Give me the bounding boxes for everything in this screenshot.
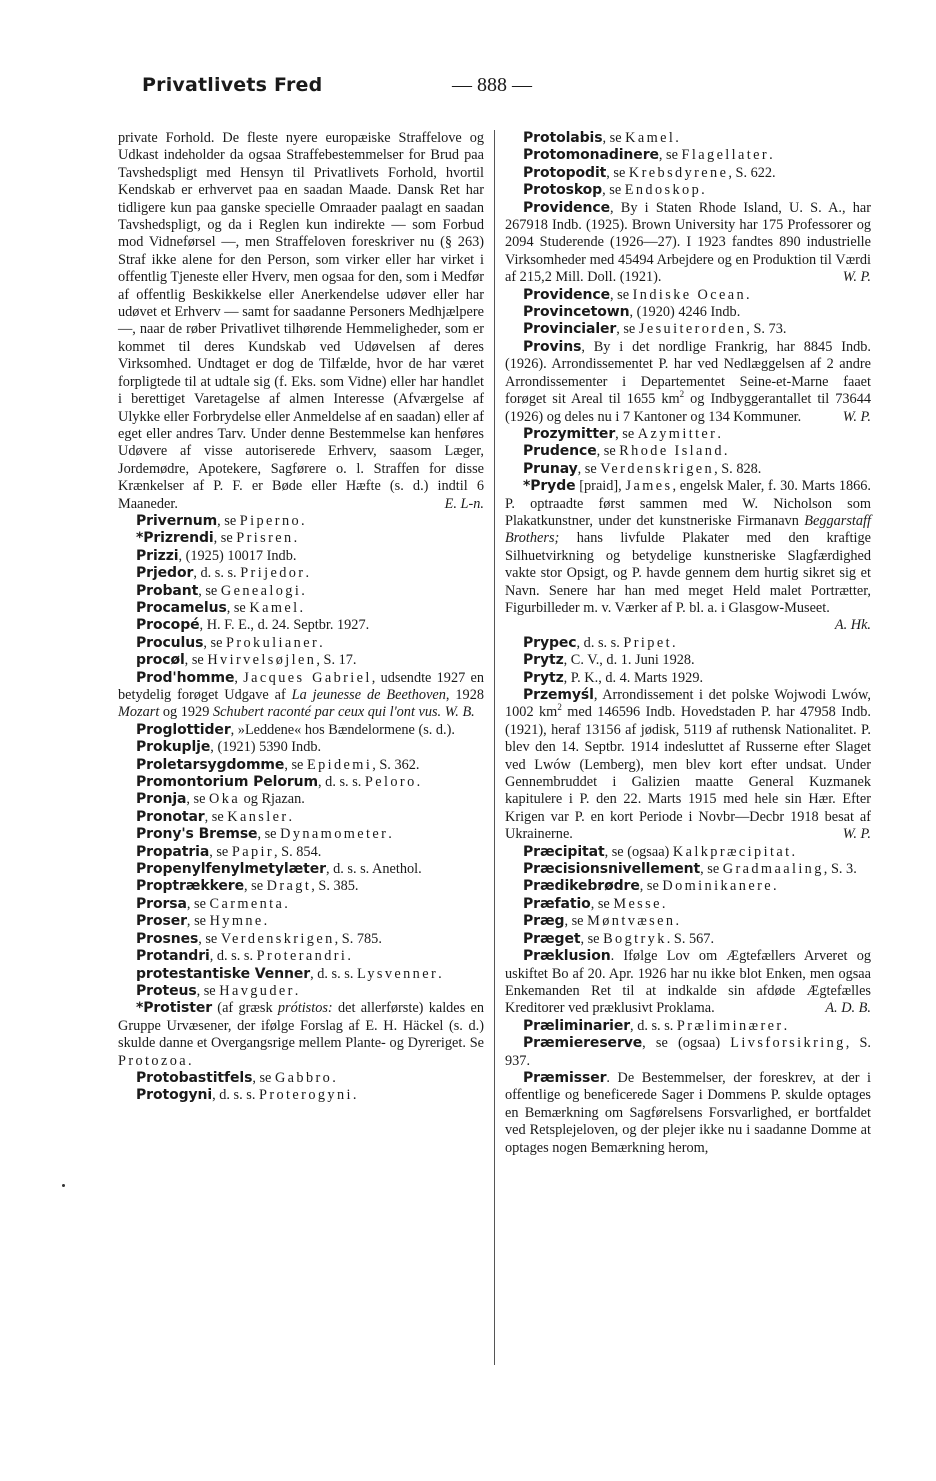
- entry-tail: .: [332, 1069, 336, 1086]
- entry-separator: , se: [244, 878, 267, 895]
- entry-headword: Proser: [136, 913, 187, 930]
- entry-tail: , S. 362.: [372, 756, 420, 773]
- entry-headword: Proglottider: [136, 721, 231, 738]
- entry-headword: Procopé: [136, 617, 200, 634]
- entry-reference: Prijedor: [240, 565, 306, 582]
- entry-reference: Proterogyni: [258, 1087, 353, 1104]
- work-title: Beggarstaff Brothers;: [505, 512, 871, 547]
- entry-headword: Prædikebrødre: [523, 878, 640, 895]
- entry-tail: .: [661, 895, 666, 912]
- entry-headword: Prudence: [523, 443, 597, 460]
- entry-tail: .: [783, 1017, 788, 1034]
- entry-separator: , se: [284, 756, 307, 773]
- dictionary-entry: [505, 948, 871, 1018]
- entry-separator: , se: [602, 182, 625, 199]
- dictionary-entry: [505, 1018, 871, 1035]
- entry-headword: Prony's Bremse: [136, 826, 258, 843]
- dictionary-entry: [505, 896, 871, 913]
- entry-tail: .: [416, 774, 421, 791]
- dictionary-entry: [118, 913, 484, 930]
- entry-tail: .: [769, 147, 773, 164]
- entry-tail: , S. 3.: [823, 861, 857, 878]
- work-title: Mozart: [118, 704, 160, 721]
- entry-headword: protestantiske Venner: [136, 965, 311, 982]
- greek-word: prótistos:: [277, 1000, 333, 1017]
- entry-headword: procøl: [136, 652, 185, 669]
- dictionary-entry: Prod'homme, Jacques Gabriel, udsendte 1927 en betydelig forøget Udgave af La jeunesse de Beethoven, 1928 Mozart og 1929 Schubert raconté par ceux qui l'ont vus. W. B.: [118, 669, 484, 721]
- dictionary-entry: [118, 966, 484, 983]
- entry-separator: , se: [602, 130, 626, 146]
- entry-signature: A. D. B.: [825, 1000, 871, 1017]
- dictionary-entry: [505, 426, 871, 443]
- entry-separator: , d. s. s.: [212, 1087, 259, 1104]
- dictionary-entry: [505, 652, 871, 669]
- dictionary-entry: [118, 635, 484, 652]
- dictionary-entry: [118, 513, 484, 530]
- entry-separator: , d. s. s.: [310, 965, 357, 982]
- entry-headword: Provins: [523, 338, 582, 355]
- dictionary-entry: [118, 774, 484, 791]
- entry-reference: Dominikanere: [662, 878, 773, 895]
- entry-text: , By i Staten Rhode Island, U. S. A., har 267918 Indb. (1925). Brown University har 175 Professorer og 2094 Studerende (1926—27). I 1923 fandtes 890 industrielle Virksomheder med 45494 Arbejdere og en Produktion til Værdi af 215,2 Mill. Doll. (1921).: [505, 199, 871, 286]
- entry-reference: Peloro: [364, 774, 417, 791]
- entry-tail: .: [284, 895, 288, 912]
- dictionary-entry: [505, 861, 871, 878]
- entry-reference: Lysvenner: [356, 965, 439, 982]
- dictionary-entry: [118, 861, 484, 878]
- entry-tail: .: [746, 286, 750, 303]
- entry-headword: Præget: [523, 930, 581, 947]
- entry-headword: Præliminarier: [523, 1017, 631, 1034]
- entry-tail: , S. 622.: [728, 164, 776, 181]
- entry-headword: Propenylfenylmetylæter: [136, 861, 326, 878]
- superscript: 2: [557, 702, 562, 713]
- dictionary-entry: [505, 443, 871, 460]
- entry-signature: W. B.: [444, 704, 475, 721]
- entry-headword: *Prizrendi: [136, 530, 214, 547]
- entry-headword: Prozymitter: [523, 425, 616, 442]
- entry-reference: Endoskop: [624, 182, 702, 199]
- entry-reference: Oka: [209, 791, 241, 808]
- entry-tail: , S. 937.: [505, 1035, 871, 1069]
- entry-reference: Hvirvelsøjlen: [207, 652, 317, 669]
- entry-text: , 1928: [445, 687, 484, 703]
- entry-headword: Prytz: [523, 652, 564, 669]
- entry-headword: Pronotar: [136, 808, 205, 825]
- dictionary-entry: [118, 1000, 484, 1070]
- entry-separator: , d. s. s.: [325, 861, 373, 878]
- entry-separator: , d. s. s.: [576, 634, 624, 651]
- dictionary-entry: [505, 913, 871, 930]
- entry-headword: Præcipitat: [523, 843, 605, 860]
- margin-speck: [62, 1184, 65, 1187]
- entry-headword: Præg: [523, 913, 565, 930]
- entry-list: [505, 426, 871, 478]
- entry-separator: , se: [203, 634, 226, 651]
- dictionary-entry: [118, 739, 484, 756]
- entry-tail: .: [791, 843, 796, 860]
- entry-reference: Carmenta: [209, 895, 285, 912]
- entry-separator: , se: [204, 808, 228, 825]
- entry-list: [505, 1018, 871, 1070]
- entry-headword: Prorsa: [136, 895, 187, 912]
- page-header: [0, 70, 936, 110]
- entry-separator: , se: [196, 982, 220, 999]
- entry-tail: , S. 73.: [746, 321, 787, 338]
- entry-tail: C. V., d. 1. Juni 1928.: [570, 652, 695, 669]
- entry-separator: , se: [610, 286, 633, 303]
- entry-reference: Rhode Island: [619, 443, 724, 460]
- entry-headword: Providence: [523, 286, 610, 303]
- entry-tail: .: [301, 512, 305, 529]
- entry-headword: Protopodit: [523, 164, 607, 181]
- entry-separator: , se: [186, 895, 210, 912]
- entry-reference: Messe: [613, 895, 662, 912]
- entry-separator: , se: [198, 930, 221, 947]
- entry-headword: Provincialer: [523, 321, 617, 338]
- entry-separator: ,: [563, 652, 571, 669]
- entry-separator: , se: [252, 1069, 275, 1086]
- entry-separator: , se: [198, 582, 221, 599]
- entry-separator: , se: [616, 321, 639, 338]
- dictionary-entry: [118, 722, 484, 739]
- entry-separator: , se: [564, 913, 588, 930]
- entry-list: [118, 1070, 484, 1105]
- entry-separator: , se: [213, 530, 237, 547]
- entry-tail: (1920) 4246 Indb.: [636, 304, 741, 321]
- entry-tail: . S. 567.: [666, 930, 715, 947]
- entry-tail: .: [772, 878, 777, 895]
- entry-separator: ,: [199, 617, 207, 634]
- entry-tail: .: [305, 565, 310, 582]
- entry-reference: Jacques Gabriel: [243, 669, 372, 686]
- entry-headword: Prypec: [523, 634, 577, 651]
- dictionary-entry: [118, 1070, 484, 1087]
- entry-reference: Flagellater: [681, 147, 770, 164]
- entry-reference: Verdenskrigen: [600, 460, 715, 477]
- dictionary-entry: [118, 1087, 484, 1104]
- entry-headword: *Protister: [136, 1000, 213, 1017]
- entry-tail: .: [188, 1052, 192, 1069]
- entry-tail: .: [263, 913, 268, 930]
- dictionary-entry: [505, 147, 871, 164]
- dictionary-entry: [118, 548, 484, 565]
- entry-headword: Proletarsygdomme: [136, 756, 285, 773]
- entry-separator: ,: [178, 547, 186, 564]
- entry-reference: Kalkpræcipitat: [672, 843, 792, 860]
- entry-separator: , se: [606, 164, 629, 181]
- dictionary-entry: [118, 600, 484, 617]
- dictionary-entry: [505, 130, 871, 147]
- right-column: [505, 130, 871, 1157]
- entry-headword: Prokuplje: [136, 739, 211, 756]
- entry-headword: Præmisser: [523, 1069, 607, 1086]
- entry-tail: og Rjazan.: [240, 791, 305, 808]
- dictionary-entry: [505, 687, 871, 844]
- entry-reference: Hymne: [209, 913, 264, 930]
- entry-reference: Protozoa: [118, 1052, 189, 1069]
- entry-headword: Procamelus: [136, 599, 227, 616]
- work-title: Schubert raconté par ceux qui l'ont vus.: [212, 704, 442, 721]
- entry-text: (af græsk: [212, 1000, 278, 1017]
- entry-list: [505, 844, 871, 948]
- dictionary-entry: [505, 182, 871, 199]
- entry-tail: , S. 385.: [311, 878, 359, 895]
- entry-headword: Provincetown: [523, 304, 630, 321]
- entry-headword: Prod'homme: [136, 669, 235, 686]
- entry-separator: , d. s. s.: [630, 1017, 677, 1034]
- entry-list: [118, 513, 484, 670]
- dictionary-entry: [118, 530, 484, 547]
- entry-tail: Anethol.: [372, 861, 422, 878]
- entry-tail: .: [701, 182, 705, 199]
- entry-tail: H. F. E., d. 24. Septbr. 1927.: [206, 617, 370, 634]
- entry-tail: (1921) 5390 Indb.: [217, 739, 322, 756]
- entry-signature: W. P.: [842, 269, 871, 286]
- entry-separator: , se (ogsaa): [642, 1035, 731, 1052]
- entry-reference: Genealogi: [220, 582, 302, 599]
- dictionary-entry: [505, 165, 871, 182]
- entry-reference: Kansler: [227, 808, 289, 825]
- entry-reference: Kamel: [249, 599, 300, 616]
- entry-text: og Indbyggerantallet til 73644 (1926) og deles nu i 7 Kantoner og 134 Kommuner.: [505, 391, 872, 425]
- entry-reference: Jesuiterorden: [638, 321, 747, 338]
- entry-separator: , se: [615, 425, 638, 442]
- dictionary-entry: [505, 478, 871, 634]
- entry-separator: , d. s. s.: [318, 774, 365, 791]
- entry-tail: .: [675, 913, 680, 930]
- entry-headword: Prizzi: [136, 547, 179, 564]
- entry-reference: Livsforsikring: [730, 1035, 846, 1052]
- entry-reference: Papir: [231, 843, 275, 860]
- entry-text: . De Bestemmelser, der foreskrev, at der i offentlige og beneficerede Sager i Dommens P. skulde optages en Bemærkning om Sagførelsens Forsvarlighed, er bortfaldet ved Retsplejeloven, og der plejer ikke nu i saadanne Domme at optages nogen Bemærkning herom,: [505, 1069, 871, 1156]
- entry-headword: Prjedor: [136, 565, 194, 582]
- entry-tail: .: [388, 826, 392, 843]
- entry-text: , By i det nordlige Frankrig, har 8845 Indb. (1926). Arrondissementet P. har ved Nedlæggelsen af 2 andre Arrondissementer i Departementet Seine-et-Marne faaet forøget sit Areal til 1655 km: [505, 338, 871, 408]
- dictionary-entry: [118, 583, 484, 600]
- entry-reference: Pripet: [623, 634, 672, 651]
- entry-text: , Arrondissement i det polske Wojwodi Lwów, 1002 km: [505, 687, 871, 721]
- entry-signature: A. Hk.: [834, 617, 871, 634]
- entry-headword: Proptrækkere: [136, 878, 245, 895]
- left-column: [118, 130, 484, 1105]
- entry-headword: Præmiereserve: [523, 1035, 643, 1052]
- page-number: — 888 —: [452, 74, 532, 96]
- entry-tail: , S. 785.: [334, 930, 382, 947]
- entry-headword: Protandri: [136, 948, 210, 965]
- entry-reference: Prisren: [236, 530, 294, 547]
- dictionary-entry: [118, 983, 484, 1000]
- entry-headword: Præklusion: [523, 948, 611, 965]
- entry-tail: .: [299, 599, 304, 616]
- entry-separator: , se: [596, 443, 620, 460]
- dictionary-entry: [505, 635, 871, 652]
- entry-list: [505, 130, 871, 200]
- entry-headword: Protobastitfels: [136, 1069, 253, 1086]
- entry-headword: Protolabis: [523, 130, 603, 146]
- dictionary-entry: [118, 948, 484, 965]
- entry-separator: , se: [226, 599, 250, 616]
- column-divider: [494, 130, 495, 1365]
- entry-text: det allerførste) kaldes en Gruppe Urvæsener, der ifølge Forslag af E. H. Häckel (s. d.) skulde danne et Overgangsrige mellem Plante- og Dyreriget. Se: [118, 1000, 484, 1052]
- entry-text: med 146596 Indb. Hovedstaden P. har 47958 Indb. (1921), heraf 13156 af jødisk, 5119 af ruthensk Nationalitet. P. blev den 14. Septbr. 1914 indesluttet af Russerne efter Slaget ved Lwów (Lemberg), men blev kort efter undsat. Under Gennembruddet i Galizien maatte General Kuzmanek kapitulere i P. den 22. Marts 1915 med hele sin Hær. Efter Krigen var P. en kort Periode i Novbr—Decbr 1918 besat af Ukrainerne.: [505, 704, 871, 843]
- dictionary-entry: [118, 896, 484, 913]
- dictionary-entry: [118, 878, 484, 895]
- entry-headword: Przemyśl: [523, 687, 594, 703]
- entry-separator: , se: [217, 512, 240, 529]
- entry-separator: , se: [700, 861, 723, 878]
- entry-text: hans livfulde Plakater med den kraftige Silhuetvirkning og betydelige kunstneriske Slagfærdighed vakte stor Opsigt, og P. havde gennem dem hurtig sikret sig et Navn. Senere har han med meget Held malet Portrætter, Figurbilleder m. v. Værker af P. bl. a. i Glasgow-Museet.: [505, 530, 871, 616]
- entry-headword: Providence: [523, 199, 610, 216]
- entry-separator: , se: [639, 878, 663, 895]
- entry-text: , »Leddene« hos Bændelormene (s. d.).: [230, 721, 455, 738]
- entry-headword: Protoskop: [523, 182, 603, 199]
- entry-separator: , d. s. s.: [209, 948, 257, 965]
- dictionary-entry: [505, 670, 871, 687]
- entry-reference: Indiske Ocean: [632, 286, 747, 303]
- dictionary-entry: [505, 304, 871, 321]
- entry-tail: .: [294, 982, 299, 999]
- entry-tail: , S. 828.: [714, 460, 762, 477]
- entry-headword: Præcisionsnivellement: [523, 861, 701, 878]
- intro-text: private Forhold. De fleste nyere europæiske Straffelove og Udkast indeholder da ogsaa Straffebestemmelser for Brud paa Tavshedspligt med Hensyn til Privatlivets Forhold, hvortil Kendskab er erhvervet paa en saadan Maade. Dansk Ret har tidligere kun paa ganske specielle Omraader paalagt en saadan Tavshedspligt, og da i Reglen kun indirekte — som Forbud mod Vidneførsel —, men Straffeloven foreskriver nu (§ 263) Straf ikke alene for den Person, som virker eller har virket i offentlig Tjeneste eller Hverv, men ogsaa for den, som i Medfør af offentlig Beskikkelse eller Anerkendelse udøver eller har udøvet et Erhverv — samt for saadanne Personers Medhjælpere —, naar de røber Privatlivet tilhørende Hemmeligheder, som er kommet til deres Kundskab ved Udøvelsen af deres Virksomhed. Undtaget er dog de Tilfælde, hvor de har været forpligtede til at udtale sig (f. Eks. som Vidne) eller har handlet i berettiget Varetagelse af almen Interesse (Afværgelse af Ulykke eller Forbrydelse eller Anmeldelse af en saadan) eller af eget eller andres Tarv. Under denne Bestemmelse kan henføres Udøvere af visse autoriserede Erhverv, saasom Læger, Jordemødre, Apotekere, Sagførere o. l. Straffen for disse Krænkelser af P. F. er Bøde eller Hæfte (s. d.) indtil 6 Maaneder.: [118, 130, 484, 512]
- entry-reference: Havguder: [219, 982, 295, 999]
- entry-tail: P. K., d. 4. Marts 1929.: [570, 669, 704, 686]
- entry-signature: W. P.: [842, 826, 871, 843]
- dictionary-entry: [505, 321, 871, 338]
- intro-signature: E. L-n.: [444, 495, 484, 512]
- entry-signature: W. P.: [842, 408, 871, 425]
- entry-separator: ,: [563, 669, 571, 686]
- entry-tail: .: [352, 1087, 357, 1104]
- dictionary-entry: [505, 461, 871, 478]
- entry-separator: , se: [186, 913, 210, 930]
- entry-headword: Protomonadinere: [523, 147, 659, 164]
- entry-reference: Prokulianer: [226, 634, 320, 651]
- entry-reference: James: [625, 478, 673, 495]
- entry-separator: , se: [186, 791, 210, 808]
- entry-tail: (1925) 10017 Indb.: [185, 547, 297, 564]
- entry-tail: .: [288, 808, 293, 825]
- dictionary-entry: [505, 844, 871, 861]
- dictionary-entry: [118, 757, 484, 774]
- entry-list: [505, 635, 871, 687]
- entry-tail: .: [301, 582, 305, 599]
- entry-headword: Promontorium Pelorum: [136, 774, 319, 791]
- entry-reference: Piperno: [239, 512, 302, 529]
- entry-tail: .: [723, 443, 728, 460]
- entry-reference: Dynamometer: [280, 826, 389, 843]
- dictionary-entry: [505, 1070, 871, 1157]
- entry-headword: Proteus: [136, 982, 197, 999]
- work-title: La jeunesse de Beethoven: [291, 687, 446, 703]
- entry-headword: *Pryde: [523, 478, 576, 495]
- dictionary-entry: [118, 844, 484, 861]
- entry-reference: Kamel: [625, 130, 676, 146]
- entry-separator: , se: [257, 826, 281, 843]
- dictionary-entry: [118, 809, 484, 826]
- entry-tail: .: [717, 425, 721, 442]
- entry-reference: Præliminærer: [676, 1017, 784, 1034]
- entry-separator: ,: [210, 739, 218, 756]
- entry-separator: , se: [658, 147, 682, 164]
- dictionary-entry: [505, 878, 871, 895]
- entry-text: , udsendte 1927 en betydelig forøget Udgave af: [118, 669, 484, 703]
- entry-tail: .: [293, 530, 298, 547]
- dictionary-entry: [505, 200, 871, 287]
- dictionary-entry: [505, 339, 871, 426]
- dictionary-entry: [118, 791, 484, 808]
- entry-tail: .: [319, 634, 323, 651]
- entry-reference: Dragt: [266, 878, 312, 895]
- entry-reference: Bogtryk: [603, 930, 667, 947]
- dictionary-entry: [118, 826, 484, 843]
- entry-reference: Krebsdyrene: [628, 164, 729, 181]
- entry-separator: , se (ogsaa): [604, 843, 673, 860]
- dictionary-entry: [118, 565, 484, 582]
- dictionary-entry: [505, 931, 871, 948]
- entry-separator: , se: [590, 895, 614, 912]
- entry-tail: .: [347, 948, 351, 965]
- entry-headword: Privernum: [136, 512, 218, 529]
- entry-headword: Pronja: [136, 791, 187, 808]
- entry-tail: .: [438, 965, 442, 982]
- entry-reference: Azymitter: [637, 425, 718, 442]
- entry-headword: Præfatio: [523, 895, 591, 912]
- entry-tail: , S. 854.: [274, 843, 322, 860]
- entry-reference: Møntvæsen: [587, 913, 676, 930]
- entry-headword: Propatria: [136, 843, 210, 860]
- dictionary-entry: [505, 1035, 871, 1070]
- entry-reference: Epidemi: [306, 756, 373, 773]
- entry-reference: Gabbro: [274, 1069, 333, 1086]
- entry-headword: Prunay: [523, 460, 578, 477]
- entry-list: [505, 287, 871, 339]
- entry-reference: Gradmaaling: [722, 861, 824, 878]
- entry-separator: , se: [580, 930, 604, 947]
- entry-headword: Proculus: [136, 634, 204, 651]
- entry-headword: Protogyni: [136, 1087, 213, 1104]
- entry-list: [118, 739, 484, 1000]
- dictionary-entry: [118, 652, 484, 669]
- entry-separator: ,: [629, 304, 637, 321]
- entry-reference: Proterandri: [256, 948, 348, 965]
- entry-text: og 1929: [159, 704, 213, 721]
- entry-tail: , S. 17.: [316, 652, 357, 669]
- entry-headword: Prosnes: [136, 930, 199, 947]
- intro-paragraph: [118, 130, 484, 513]
- entry-headword: Prytz: [523, 669, 564, 686]
- dictionary-entry: [505, 287, 871, 304]
- running-title: Privatlivets Fred: [142, 74, 323, 96]
- dictionary-entry: [118, 931, 484, 948]
- entry-text: , engelsk Maler, f. 30. Marts 1866. P. optraadte først sammen med W. Nicholson som Plakatkunstner, under det kunstneriske Firmanavn: [505, 478, 871, 529]
- entry-separator: , d. s. s.: [193, 565, 241, 582]
- entry-headword: Probant: [136, 582, 199, 599]
- entry-separator: , se: [184, 652, 208, 669]
- entry-text: . Ifølge Lov om Ægtefællers Arveret og uskiftet Bo af 20. Apr. 1926 har nu ikke blot Enken, men ogsaa Enkemanden Ret til at indkalde sin afdøde Ægtefælles Kreditorer ved præklusivt Proklama.: [505, 948, 871, 1017]
- superscript: 2: [679, 389, 685, 400]
- entry-tail: .: [675, 130, 679, 146]
- dictionary-entry: [118, 617, 484, 634]
- pronunciation: [praid],: [575, 478, 626, 495]
- entry-separator: , se: [209, 843, 232, 860]
- entry-tail: .: [671, 634, 676, 651]
- entry-separator: , se: [577, 460, 601, 477]
- entry-reference: Verdenskrigen: [220, 930, 335, 947]
